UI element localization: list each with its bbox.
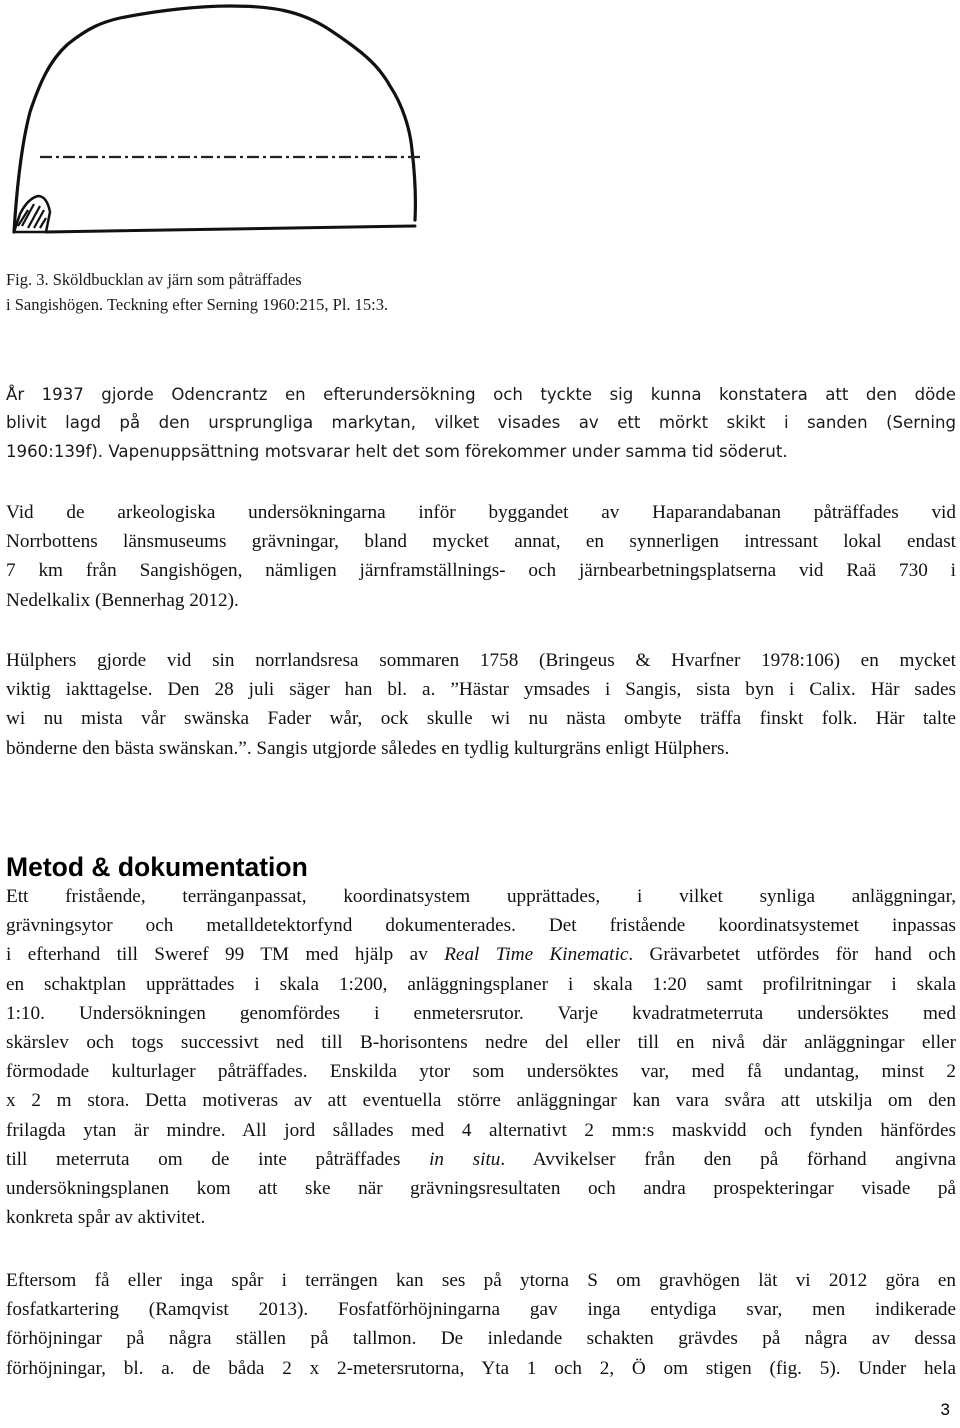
text-segment: i efterhand till Sweref 99 TM med hjälp av (6, 944, 445, 966)
text-segment: . Avvikelser från den på förhand angivna (500, 1148, 956, 1170)
section-heading: Metod & dokumentation (6, 852, 308, 882)
paragraph-1-line: År 1937 gjorde Odencrantz en efterundersökning och tyckte sig kunna konstatera att den döde (6, 385, 956, 404)
figure-shield-boss-drawing (0, 0, 480, 250)
paragraph-4-line: grävningsytor och metalldetektorfynd dokumenterades. Det fristående koordinatsystemet inpassas (6, 915, 956, 937)
paragraph-4 (6, 882, 956, 1232)
paragraph-4-line: undersökningsplanen kom att ske när grävningsresultaten och andra prospekteringar visade på (6, 1178, 956, 1200)
paragraph-2 (6, 498, 956, 615)
paragraph-4-line: en schaktplan upprättades i skala 1:200, anläggningsplaner i skala 1:20 samt profilritningar i skala (6, 973, 956, 995)
paragraph-4-line: Ett fristående, terränganpassat, koordinatsystem upprättades, i vilket synliga anläggningar, (6, 886, 956, 907)
paragraph-4-line: x 2 m stora. Detta motiveras av att eventuella större anläggningar kan vara svåra att utskilja om den (6, 1090, 956, 1112)
paragraph-4-line: 1:10. Undersökningen genomfördes i enmetersrutor. Varje kvadratmeterruta undersöktes med (6, 1002, 956, 1024)
paragraph-3-line: viktig iakttagelse. Den 28 juli säger han bl. a. ”Hästar ymsades i Sangis, sista byn i Calix. Här sades (6, 679, 956, 701)
paragraph-1-line: blivit lagd på den ursprungliga markytan, vilket visades av ett mörkt skikt i sanden (Serning (6, 413, 956, 433)
paragraph-3-line: wi nu mista vår swänska Fader wår, ock skulle wi nu nästa ombyte träffa finskt folk. Här talte (6, 708, 956, 730)
paragraph-2-line: Nedelkalix (Bennerhag 2012). (6, 589, 239, 611)
paragraph-4-line-insitu (6, 1145, 956, 1174)
paragraph-1 (6, 381, 956, 466)
paragraph-4-line-rtk (6, 940, 956, 969)
paragraph-2-line: 7 km från Sangishögen, nämligen järnframställnings- och järnbearbetningsplatserna vid Raä 730 i (6, 560, 956, 582)
paragraph-4-line: skärslev och togs successivt ned till B-horisontens nedre del eller till en nivå där anläggningar eller (6, 1032, 956, 1054)
paragraph-3 (6, 646, 956, 763)
paragraph-3-line: Hülphers gjorde vid sin norrlandsresa sommaren 1758 (Bringeus & Hvarfner 1978:106) en mycket (6, 650, 956, 671)
shield-boss-illustration (0, 0, 480, 250)
caption-line-1: Fig. 3. Sköldbucklan av järn som påträffades (6, 270, 302, 289)
paragraph-5-line: förhöjningar på några ställen på tallmon. De inledande schakten grävdes på några av dessa (6, 1328, 956, 1350)
paragraph-4-line: frilagda ytan är mindre. All jord sållades med 4 alternativt 2 mm:s maskvidd och fynden hänfördes (6, 1119, 956, 1141)
paragraph-3-line: bönderne den bästa swänskan.”. Sangis utgjorde således en tydlig kulturgräns enligt Hülphers. (6, 737, 730, 759)
italic-term: Real Time Kinematic (444, 944, 629, 966)
text-segment: till meterruta om de inte påträffades (6, 1148, 430, 1170)
paragraph-5-line: Eftersom få eller inga spår i terrängen kan ses på ytorna S om gravhögen lät vi 2012 göra en (6, 1270, 956, 1291)
paragraph-5-line: förhöjningar, bl. a. de båda 2 x 2-metersrutorna, Yta 1 och 2, Ö om stigen (fig. 5). Under hela (6, 1357, 956, 1379)
paragraph-4-line: förmodade kulturlager påträffades. Enskilda ytor som undersöktes var, med få undantag, minst 2 (6, 1061, 956, 1083)
paragraph-1-line: 1960:139f). Vapenuppsättning motsvarar helt det som förekommer under samma tid söderut. (6, 441, 788, 461)
paragraph-5-line: fosfatkartering (Ramqvist 2013). Fosfatförhöjningarna gav inga entydiga svar, men indikerade (6, 1299, 956, 1321)
paragraph-4-line: konkreta spår av aktivitet. (6, 1207, 206, 1229)
figure-caption (6, 268, 606, 317)
page-number: 3 (940, 1400, 950, 1419)
text-segment: . Grävarbetet utfördes för hand och (628, 944, 956, 966)
paragraph-5 (6, 1266, 956, 1383)
paragraph-2-line: Norrbottens länsmuseums grävningar, bland mycket annat, en synnerligen intressant lokal endast (6, 531, 956, 553)
caption-line-2: i Sangishögen. Teckning efter Serning 1960:215, Pl. 15:3. (6, 294, 389, 314)
italic-term: in situ (429, 1148, 501, 1170)
paragraph-2-line: Vid de arkeologiska undersökningarna inför byggandet av Haparandabanan påträffades vid (6, 502, 956, 523)
